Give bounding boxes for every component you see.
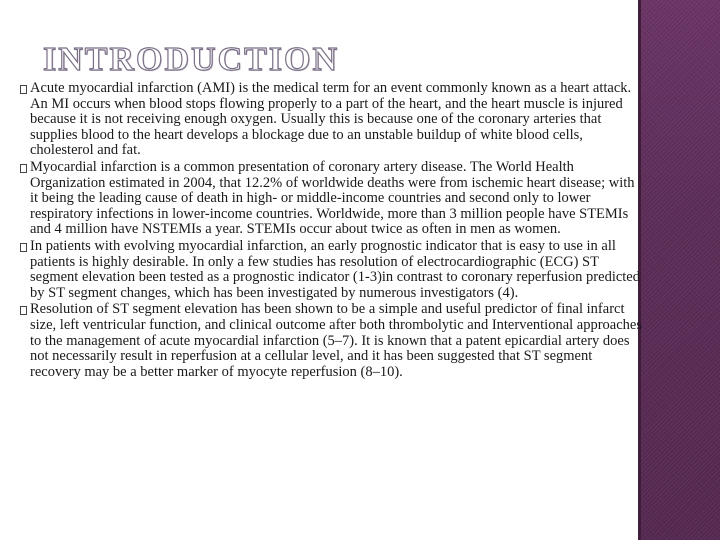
slide-title: INTRODUCTION	[43, 41, 340, 78]
bullet-text: Resolution of ST segment elevation has been shown to be a simple and useful predictor of final infarct size, left ventricular function, and clinical outcome after both thrombolytic and Interventional approaches to the management of acute myocardial infarction (5–7). It is known that a patent epicardial artery does not necessarily result in reperfusion at a cellular level, and it has been suggested that ST segment recovery may be a better marker of myocyte reperfusion (8–10).	[30, 301, 642, 380]
bullet-item	[20, 160, 644, 238]
bullet-list	[20, 81, 644, 380]
bullet-square-icon	[20, 306, 27, 315]
bullet-text: Acute myocardial infarction (AMI) is the medical term for an event commonly known as a heart attack. An MI occurs when blood stops flowing properly to a part of the heart, and the heart muscle is injured because it is not receiving enough oxygen. Usually this is because one of the coronary arteries that supplies blood to the heart develops a blockage due to an unstable buildup of white blood cells, cholesterol and fat.	[30, 80, 632, 159]
bullet-square-icon	[20, 164, 27, 173]
decorative-side-panel	[641, 0, 720, 540]
bullet-item	[20, 81, 644, 159]
bullet-text: Myocardial infarction is a common presentation of coronary artery disease. The World Health Organization estimated in 2004, that 12.2% of worldwide deaths were from ischemic heart disease; with it being the leading cause of death in high- or middle-income countries and second only to lower respiratory infections in lower-income countries. Worldwide, more than 3 million people have STEMIs and 4 million have NSTEMIs a year. STEMIs occur about twice as often in men as women.	[30, 158, 635, 238]
bullet-item	[20, 239, 644, 301]
bullet-square-icon	[20, 243, 27, 252]
bullet-square-icon	[20, 85, 27, 94]
bullet-text: In patients with evolving myocardial infarction, an early prognostic indicator that is easy to use in all patients is highly desirable. In only a few studies has resolution of electrocardiographic (ECG) ST segment elevation been tested as a prognostic indicator (1-3)in contrast to coronary reperfusion predicted by ST segment changes, which has been investigated by numerous investigators (4).	[30, 237, 640, 301]
bullet-item	[20, 302, 644, 380]
